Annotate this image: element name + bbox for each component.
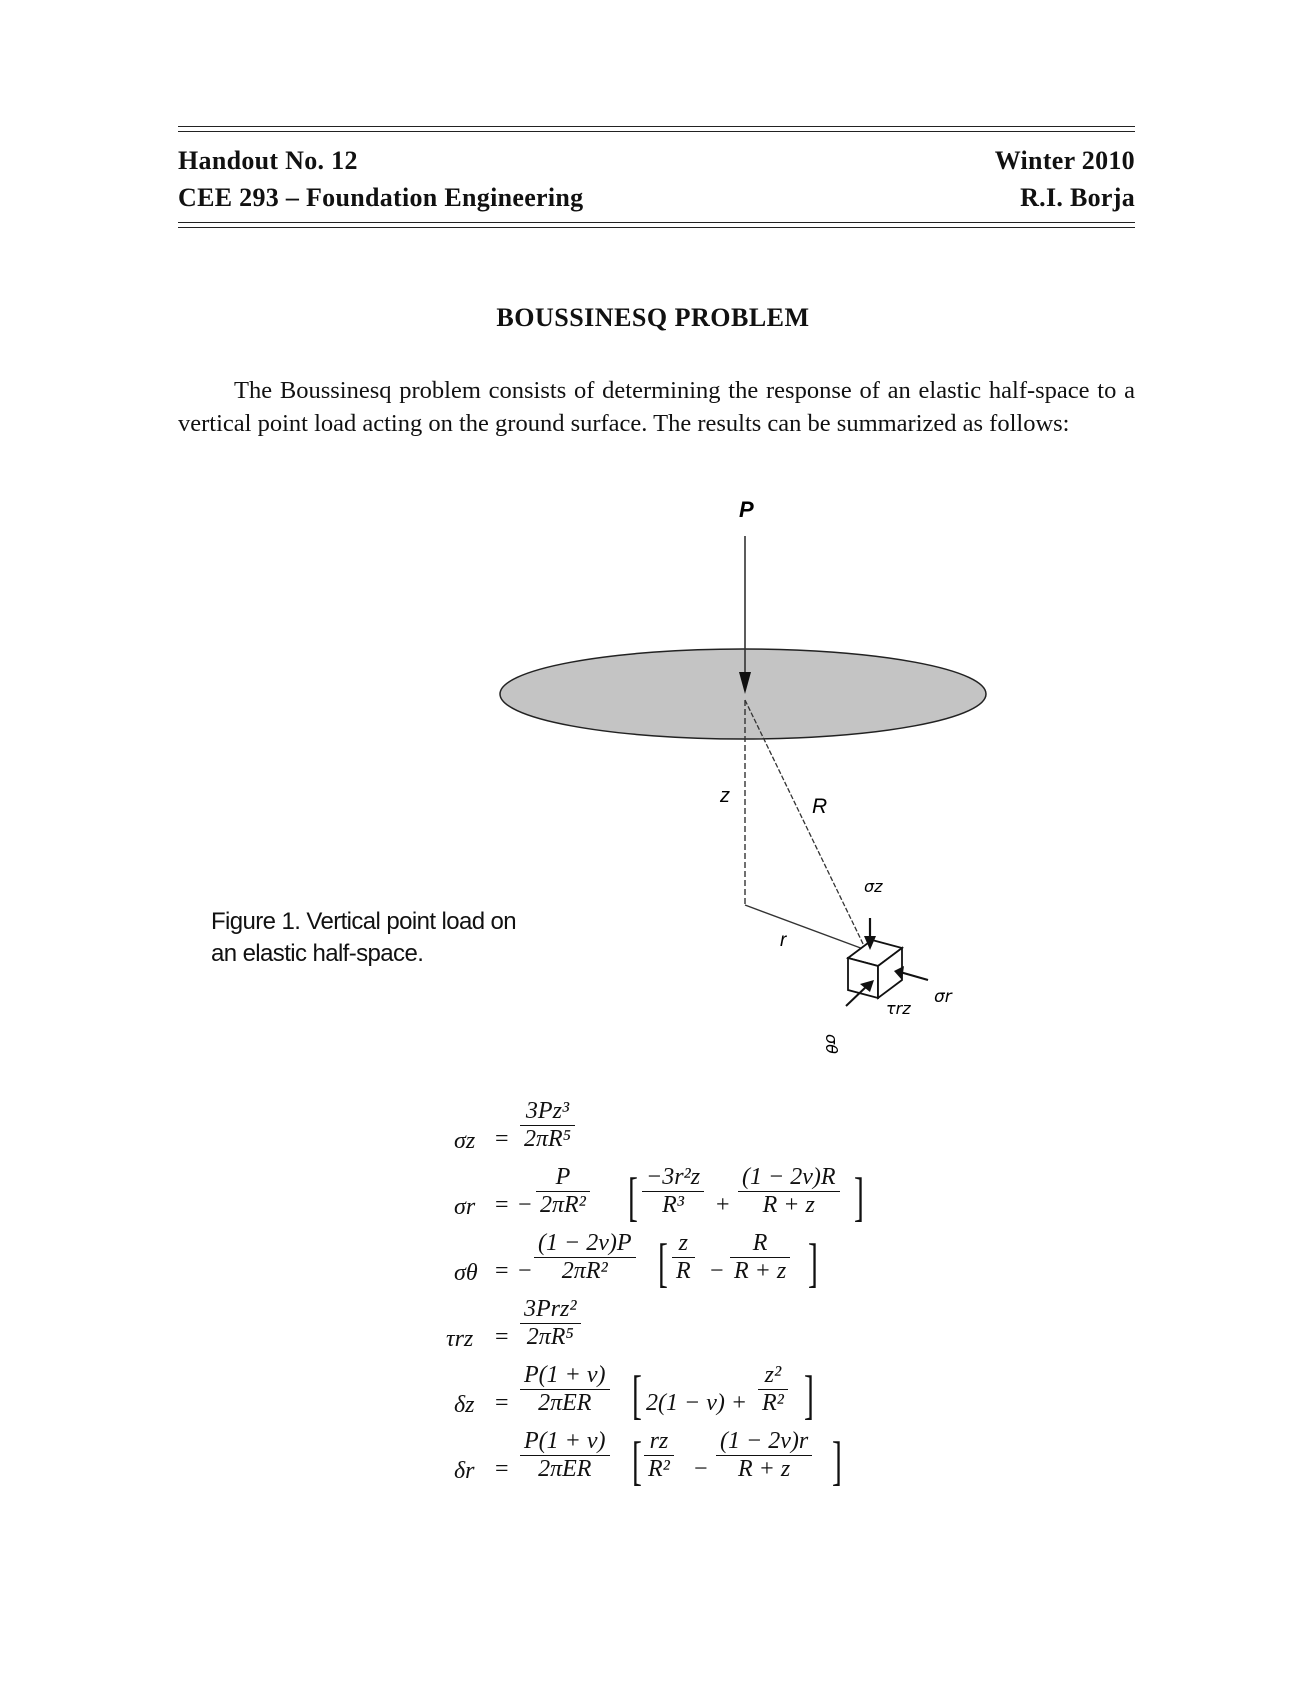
right-bracket: ] [832, 1431, 842, 1491]
left-bracket: [ [628, 1167, 638, 1227]
right-bracket: ] [854, 1167, 864, 1227]
page-title: BOUSSINESQ PROBLEM [496, 303, 810, 332]
handout-number: Handout No. 12 [178, 146, 358, 175]
frac-sigma-theta [534, 1230, 636, 1285]
denominator: 2πR² [536, 1191, 590, 1219]
label-sigma-z: σz [864, 877, 883, 896]
lhs-sigma-r: σr [454, 1194, 476, 1220]
denominator: R² [644, 1455, 674, 1483]
equals-sign: = [495, 1192, 509, 1218]
frac-delta-z-term2 [758, 1362, 788, 1417]
left-bracket: [ [632, 1365, 642, 1425]
figure-caption [211, 906, 591, 970]
equals-sign: = [495, 1456, 509, 1482]
lhs-sigma-theta: σθ [454, 1260, 478, 1286]
denominator: 2πR² [534, 1257, 636, 1285]
numerator: (1 − 2ν)r [720, 1428, 809, 1454]
equals-sign: = [495, 1126, 509, 1152]
frac-delta-r [520, 1428, 610, 1483]
denominator: R + z [730, 1257, 790, 1285]
numerator: R [752, 1230, 768, 1256]
frac-tau-rz [520, 1296, 581, 1351]
lhs-delta-z: δz [454, 1392, 475, 1418]
lhs-sigma-z: σz [454, 1128, 476, 1154]
frac-delta-z [520, 1362, 610, 1417]
label-load: P [739, 497, 754, 522]
numerator: 3Pz³ [525, 1098, 570, 1124]
numerator: (1 − 2ν)P [538, 1230, 632, 1256]
left-bracket: [ [658, 1233, 668, 1293]
equals-sign: = [495, 1258, 509, 1284]
numerator: P(1 + ν) [524, 1428, 606, 1454]
denominator: R² [758, 1389, 788, 1417]
course-title: CEE 293 – Foundation Engineering [178, 183, 584, 212]
plus-sign: + [716, 1192, 730, 1218]
denominator: R [672, 1257, 695, 1285]
lhs-delta-r: δr [454, 1458, 475, 1484]
author: R.I. Borja [1020, 183, 1135, 212]
label-sigma-r: σr [934, 987, 952, 1007]
minus-sign: − [518, 1258, 532, 1284]
numerator: (1 − 2ν)R [742, 1164, 836, 1190]
frac-sigma-z [520, 1098, 575, 1153]
numerator: z [678, 1230, 688, 1256]
label-sigma-theta: σθ [822, 1034, 841, 1054]
term: Winter 2010 [994, 146, 1135, 175]
equals-sign: = [495, 1324, 509, 1350]
frac-sigma-r-term2 [738, 1164, 840, 1219]
denominator: R³ [642, 1191, 704, 1219]
right-bracket: ] [804, 1365, 814, 1425]
left-bracket: [ [632, 1431, 642, 1491]
numerator: −3r²z [646, 1164, 701, 1190]
frac-sigma-theta-term1 [672, 1230, 695, 1285]
numerator: rz [649, 1428, 669, 1454]
frac-delta-r-term1 [644, 1428, 674, 1483]
figure-caption-line1: Figure 1. Vertical point load on [211, 908, 516, 935]
numerator: P [555, 1164, 571, 1190]
minus-op: − [694, 1456, 708, 1482]
right-bracket: ] [808, 1233, 818, 1293]
denominator: R + z [716, 1455, 812, 1483]
numerator: 3Prz² [524, 1296, 577, 1322]
minus-op: − [710, 1258, 724, 1284]
frac-delta-r-term2 [716, 1428, 812, 1483]
equals-sign: = [495, 1390, 509, 1416]
label-distance: R [812, 795, 828, 818]
denominator: R + z [738, 1191, 840, 1219]
numerator: P(1 + ν) [524, 1362, 606, 1388]
figure-caption-line2: an elastic half-space. [211, 940, 424, 967]
stress-element [848, 940, 902, 998]
label-depth: z [720, 785, 730, 807]
denominator: 2πER [520, 1389, 610, 1417]
delta-z-term1: 2(1 − ν) + [646, 1390, 748, 1416]
denominator: 2πR⁵ [520, 1323, 581, 1351]
lhs-tau-rz: τrz [446, 1326, 474, 1352]
ground-surface-ellipse [500, 649, 986, 739]
denominator: 2πR⁵ [520, 1125, 575, 1153]
intro-paragraph: The Boussinesq problem consists of determining the response of an elastic half-space to a vertical point load acting on the ground surface. The results can be summarized as follows: [178, 377, 1135, 437]
label-tau-rz: τrz [886, 999, 911, 1018]
minus-sign: − [518, 1192, 532, 1218]
frac-sigma-r-term1 [642, 1164, 704, 1219]
label-radius: r [780, 930, 787, 951]
frac-sigma-theta-term2 [730, 1230, 790, 1285]
sigma-r-arrow [900, 972, 928, 980]
frac-sigma-r [536, 1164, 590, 1219]
equations-block [440, 1098, 940, 1518]
denominator: 2πER [520, 1455, 610, 1483]
numerator: z² [764, 1362, 782, 1388]
